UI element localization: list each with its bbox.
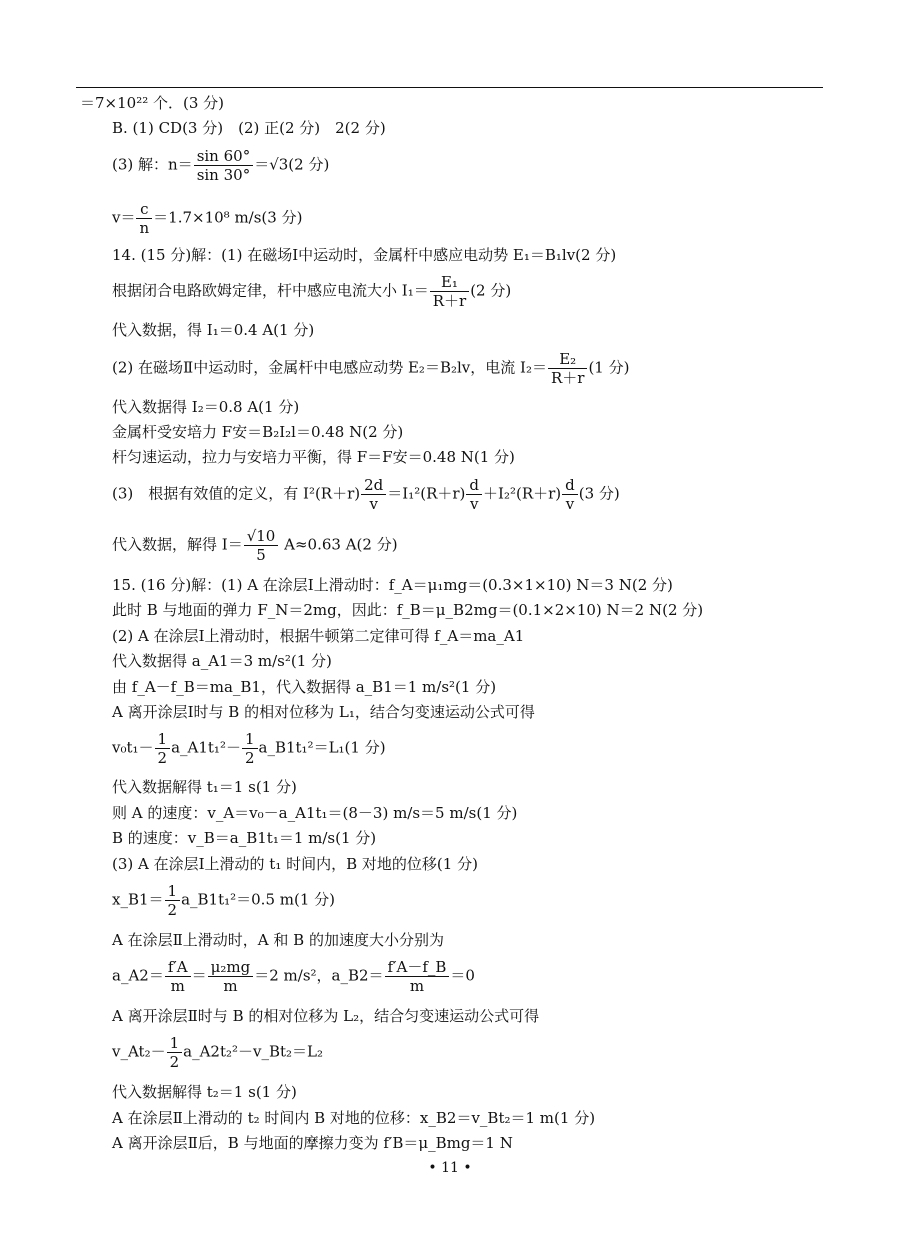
text-line: (3) A 在涂层Ⅰ上滑动的 t₁ 时间内，B 对地的位移(1 分) [112, 855, 478, 873]
text-segment: x_B1＝ [112, 890, 164, 909]
text-segment: a_A1t₁²－ [171, 738, 241, 757]
header-rule [76, 87, 823, 88]
denominator: m [170, 977, 185, 995]
text-line: B 的速度：v_B＝a_B1t₁＝1 m/s(1 分) [112, 829, 377, 847]
text-line: 杆匀速运动，拉力与安培力平衡，得 F＝F安＝0.48 N(1 分) [112, 448, 515, 466]
text-segment: (3) 根据有效值的定义，有 I²(R＋r) [112, 484, 361, 503]
text-segment: ＝1.7×10⁸ m/s(3 分) [153, 208, 303, 227]
text-line: 代入数据解得 t₁＝1 s(1 分) [112, 778, 297, 796]
fraction [430, 273, 469, 310]
denominator: R＋r [432, 292, 467, 310]
text-segment: a_A2t₂²－v_Bt₂＝L₂ [183, 1042, 324, 1061]
numerator: E₁ [430, 273, 469, 292]
fraction [194, 147, 254, 184]
fraction [208, 958, 254, 995]
numerator: d [562, 476, 578, 495]
denominator: v [565, 495, 575, 513]
text-segment: A≈0.63 A(2 分) [279, 535, 398, 554]
text-line: 由 f_A－f_B＝ma_B1，代入数据得 a_B1＝1 m/s²(1 分) [112, 678, 497, 696]
numerator: 2d [361, 476, 386, 495]
denominator: v [369, 495, 378, 513]
numerator: f′A [165, 958, 191, 977]
text-segment: 代入数据，解得 I＝ [112, 535, 243, 554]
text-segment: ＝0 [450, 966, 475, 985]
fraction [385, 958, 450, 995]
text-segment: (2) 在磁场Ⅱ中运动时，金属杆中电感应动势 E₂＝B₂lv，电流 I₂＝ [112, 358, 547, 377]
text-segment: ＋I₂²(R＋r) [483, 484, 562, 503]
text-segment: v＝ [112, 208, 136, 227]
text-line: 此时 B 与地面的弹力 F_N＝2mg，因此：f_B＝μ_B2mg＝(0.1×2×10) N＝2 N(2 分) [112, 601, 704, 619]
fraction [244, 527, 279, 564]
denominator: 2 [157, 749, 168, 767]
text-segment: v₀t₁－ [112, 738, 154, 757]
numerator: c [136, 200, 152, 219]
numerator: E₂ [548, 350, 587, 369]
numerator: 1 [155, 730, 171, 749]
text-line: 金属杆受安培力 F安＝B₂I₂l＝0.48 N(2 分) [112, 423, 404, 441]
fraction [361, 476, 386, 513]
text-segment: a_B1t₁²＝0.5 m(1 分) [181, 890, 336, 909]
text-line: A 离开涂层Ⅱ时与 B 的相对位移为 L₂，结合匀变速运动公式可得 [112, 1007, 540, 1025]
text-line: A 在涂层Ⅱ上滑动的 t₂ 时间内 B 对地的位移：x_B2＝v_Bt₂＝1 m(1 分) [112, 1109, 596, 1127]
fraction [165, 882, 181, 919]
text-segment: (1 分) [588, 358, 630, 377]
fraction [466, 476, 482, 513]
fraction [548, 350, 587, 387]
denominator: sin 30° [196, 166, 251, 184]
text-line: B. (1) CD(3 分) (2) 正(2 分) 2(2 分) [112, 119, 386, 137]
numerator: √10 [244, 527, 279, 546]
text-segment: ＝2 m/s²，a_B2＝ [254, 966, 384, 985]
text-segment: a_A2＝ [112, 966, 164, 985]
text-segment: (2 分) [470, 281, 512, 300]
numerator: 1 [242, 730, 258, 749]
denominator: m [409, 977, 425, 995]
text-line: A 离开涂层Ⅱ后，B 与地面的摩擦力变为 f′B＝μ_Bmg＝1 N [112, 1134, 513, 1152]
formula-line [112, 350, 629, 387]
text-line: 代入数据得 I₂＝0.8 A(1 分) [112, 398, 300, 416]
denominator: 2 [244, 749, 255, 767]
denominator: n [139, 219, 150, 237]
fraction [167, 1034, 183, 1071]
fraction [155, 730, 171, 767]
text-line: 14. (15 分)解：(1) 在磁场Ⅰ中运动时，金属杆中感应电动势 E₁＝B₁lv(2 分) [112, 246, 617, 264]
text-line: A 在涂层Ⅱ上滑动时，A 和 B 的加速度大小分别为 [112, 931, 444, 949]
text-line: 代入数据解得 t₂＝1 s(1 分) [112, 1083, 297, 1101]
formula-line [112, 882, 335, 919]
denominator: v [469, 495, 479, 513]
text-segment: (3) 解：n＝ [112, 155, 193, 174]
formula-line [112, 200, 302, 237]
text-line: ＝7×10²² 个．(3 分) [80, 94, 225, 112]
numerator: 1 [165, 882, 181, 901]
numerator: 1 [167, 1034, 183, 1053]
denominator: 2 [167, 901, 178, 919]
denominator: 5 [256, 546, 266, 564]
text-line: (2) A 在涂层Ⅰ上滑动时，根据牛顿第二定律可得 f_A＝ma_A1 [112, 627, 525, 645]
denominator: R＋r [550, 369, 585, 387]
denominator: 2 [169, 1053, 180, 1071]
numerator: μ₂mg [208, 958, 254, 977]
page-number: • 11 • [428, 1160, 472, 1176]
text-segment: ＝√3(2 分) [254, 155, 330, 174]
formula-line [112, 730, 386, 767]
formula-line [112, 527, 398, 564]
formula-line [112, 1034, 323, 1071]
formula-line [112, 958, 475, 995]
text-segment: (3 分) [578, 484, 620, 503]
fraction [562, 476, 578, 513]
numerator: sin 60° [194, 147, 254, 166]
text-line: A 离开涂层Ⅰ时与 B 的相对位移为 L₁，结合匀变速运动公式可得 [112, 703, 535, 721]
text-line: 则 A 的速度：v_A＝v₀－a_A1t₁＝(8－3) m/s＝5 m/s(1 分) [112, 804, 518, 822]
text-line: 代入数据得 a_A1＝3 m/s²(1 分) [112, 652, 332, 670]
fraction [136, 200, 152, 237]
formula-line [112, 476, 620, 513]
numerator: d [466, 476, 482, 495]
text-segment: ＝I₁²(R＋r) [387, 484, 466, 503]
text-line: 15. (16 分)解：(1) A 在涂层Ⅰ上滑动时：f_A＝μ₁mg＝(0.3×1×10) N＝3 N(2 分) [112, 576, 673, 594]
fraction [242, 730, 258, 767]
text-segment: ＝ [191, 966, 207, 985]
formula-line [112, 147, 329, 184]
denominator: m [223, 977, 238, 995]
formula-line [112, 273, 511, 310]
text-segment: a_B1t₁²＝L₁(1 分) [258, 738, 386, 757]
fraction [165, 958, 191, 995]
numerator: f′A－f_B [385, 958, 450, 977]
text-segment: v_At₂－ [112, 1042, 166, 1061]
text-segment: 根据闭合电路欧姆定律，杆中感应电流大小 I₁＝ [112, 281, 429, 300]
text-line: 代入数据，得 I₁＝0.4 A(1 分) [112, 321, 315, 339]
